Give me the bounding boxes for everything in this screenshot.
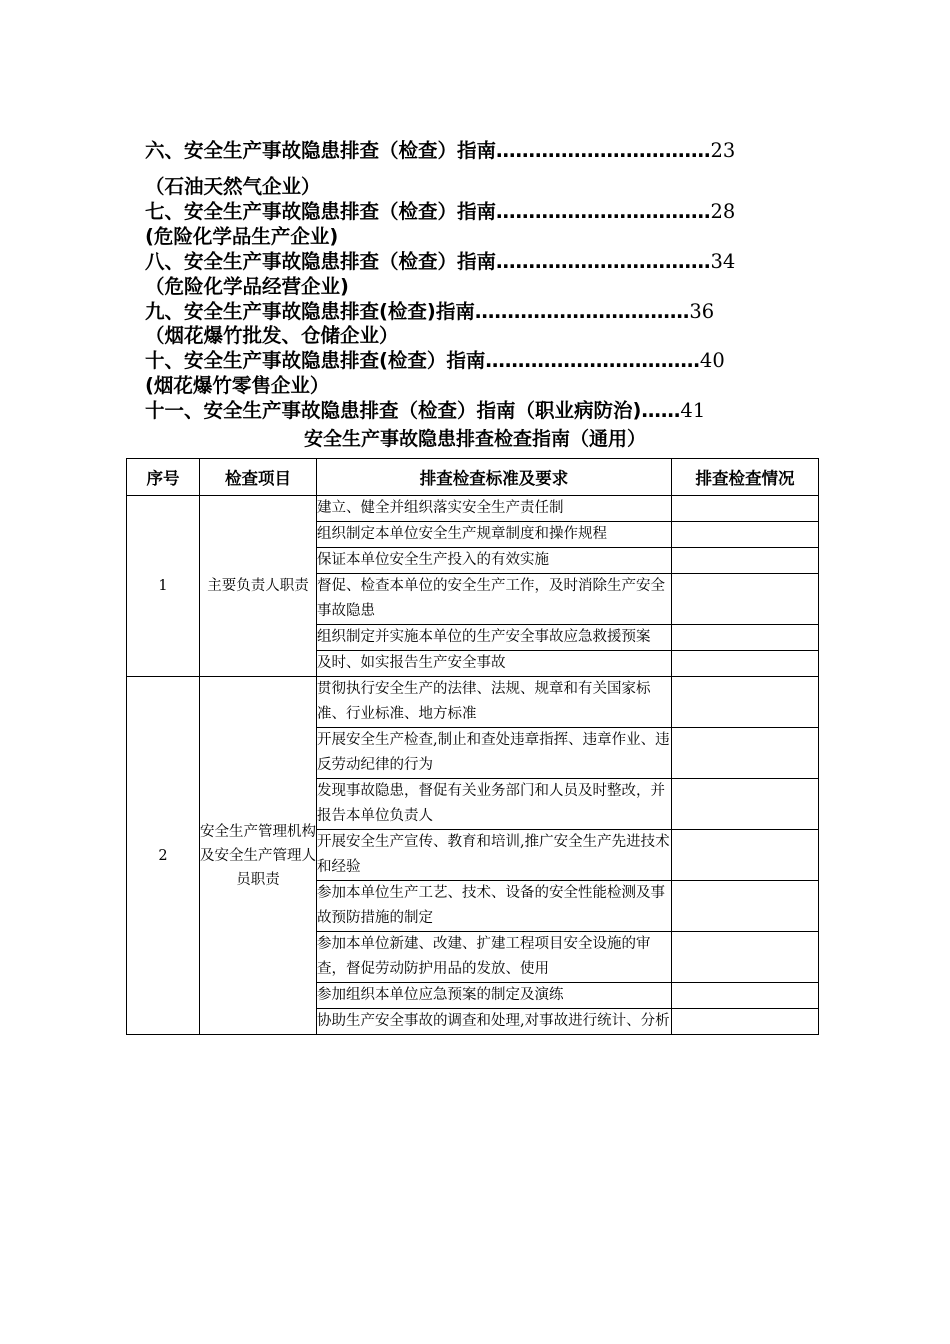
toc-entry: [145, 200, 735, 224]
requirement-cell: 保证本单位安全生产投入的有效实施: [317, 548, 672, 574]
toc-entry-subtitle: [145, 275, 349, 299]
inspection-table: [126, 458, 819, 1035]
toc-page-number: 41: [680, 399, 706, 422]
requirement-cell: 开展安全生产检查,制止和查处违章指挥、违章作业、违反劳动纪律的行为: [317, 728, 672, 779]
toc-entry: [145, 399, 705, 423]
status-cell[interactable]: [672, 548, 819, 574]
requirement-cell: 参加本单位生产工艺、技术、设备的安全性能检测及事故预防措施的制定: [317, 881, 672, 932]
toc-entry-text: （危险化学品经营企业): [145, 275, 349, 298]
item-cell: 安全生产管理机构及安全生产管理人员职责: [200, 677, 317, 1035]
requirement-cell: 参加组织本单位应急预案的制定及演练: [317, 983, 672, 1009]
toc-entry: [145, 349, 725, 373]
requirement-cell: 组织制定本单位安全生产规章制度和操作规程: [317, 522, 672, 548]
toc-entry-subtitle: [145, 175, 321, 199]
column-header-item: 检查项目: [200, 459, 317, 496]
column-header-seq: 序号: [127, 459, 200, 496]
status-cell[interactable]: [672, 983, 819, 1009]
toc-entry: [145, 139, 735, 163]
toc-page-number: 28: [710, 200, 736, 223]
status-cell[interactable]: [672, 625, 819, 651]
column-header-requirements: 排查检查标准及要求: [317, 459, 672, 496]
status-cell[interactable]: [672, 1009, 819, 1035]
toc-page-number: 36: [689, 300, 715, 323]
status-cell[interactable]: [672, 677, 819, 728]
toc-entry-text: 六、安全生产事故隐患排查（检查）指南……………………………: [145, 139, 711, 162]
toc-entry-text: (烟花爆竹零售企业）: [145, 374, 330, 397]
toc-page-number: 23: [710, 139, 736, 162]
table-row: [127, 677, 819, 728]
requirement-cell: 组织制定并实施本单位的生产安全事故应急救援预案: [317, 625, 672, 651]
toc-entry-text: 八、安全生产事故隐患排查（检查）指南……………………………: [145, 250, 711, 273]
toc-entry-text: （烟花爆竹批发、仓储企业）: [145, 324, 399, 347]
status-cell[interactable]: [672, 651, 819, 677]
seq-cell: 2: [127, 677, 200, 1035]
requirement-cell: 建立、健全并组织落实安全生产责任制: [317, 496, 672, 522]
table-row: [127, 496, 819, 522]
status-cell[interactable]: [672, 574, 819, 625]
toc-page-number: 34: [710, 250, 736, 273]
item-cell: 主要负责人职责: [200, 496, 317, 677]
toc-entry: [145, 300, 714, 324]
toc-entry-text: 十一、安全生产事故隐患排查（检查）指南（职业病防治)……: [145, 399, 681, 422]
toc-entry-text: 十、安全生产事故隐患排查(检查）指南……………………………: [145, 349, 700, 372]
toc-entry-subtitle: [145, 324, 399, 348]
requirement-cell: 督促、检查本单位的安全生产工作，及时消除生产安全事故隐患: [317, 574, 672, 625]
status-cell[interactable]: [672, 932, 819, 983]
status-cell[interactable]: [672, 728, 819, 779]
toc-entry-text: (危险化学品生产企业): [145, 225, 339, 248]
seq-cell: 1: [127, 496, 200, 677]
status-cell[interactable]: [672, 496, 819, 522]
requirement-cell: 开展安全生产宣传、教育和培训,推广安全生产先进技术和经验: [317, 830, 672, 881]
toc-entry-subtitle: [145, 225, 338, 249]
status-cell[interactable]: [672, 779, 819, 830]
column-header-status: 排查检查情况: [672, 459, 819, 496]
requirement-cell: 及时、如实报告生产安全事故: [317, 651, 672, 677]
status-cell[interactable]: [672, 522, 819, 548]
requirement-cell: 发现事故隐患，督促有关业务部门和人员及时整改，并报告本单位负责人: [317, 779, 672, 830]
toc-entry-text: 七、安全生产事故隐患排查（检查）指南……………………………: [145, 200, 711, 223]
table-title: 安全生产事故隐患排查检查指南（通用）: [303, 428, 646, 450]
table-header-row: [127, 459, 819, 496]
status-cell[interactable]: [672, 830, 819, 881]
requirement-cell: 贯彻执行安全生产的法律、法规、规章和有关国家标准、行业标准、地方标准: [317, 677, 672, 728]
toc-entry: [145, 250, 735, 274]
status-cell[interactable]: [672, 881, 819, 932]
toc-entry-subtitle: [145, 374, 329, 398]
requirement-cell: 参加本单位新建、改建、扩建工程项目安全设施的审查，督促劳动防护用品的发放、使用: [317, 932, 672, 983]
toc-entry-text: 九、安全生产事故隐患排查(检查)指南……………………………: [145, 300, 690, 323]
requirement-cell: 协助生产安全事故的调查和处理,对事故进行统计、分析: [317, 1009, 672, 1035]
toc-page-number: 40: [699, 349, 725, 372]
toc-entry-text: （石油天然气企业）: [145, 175, 321, 198]
